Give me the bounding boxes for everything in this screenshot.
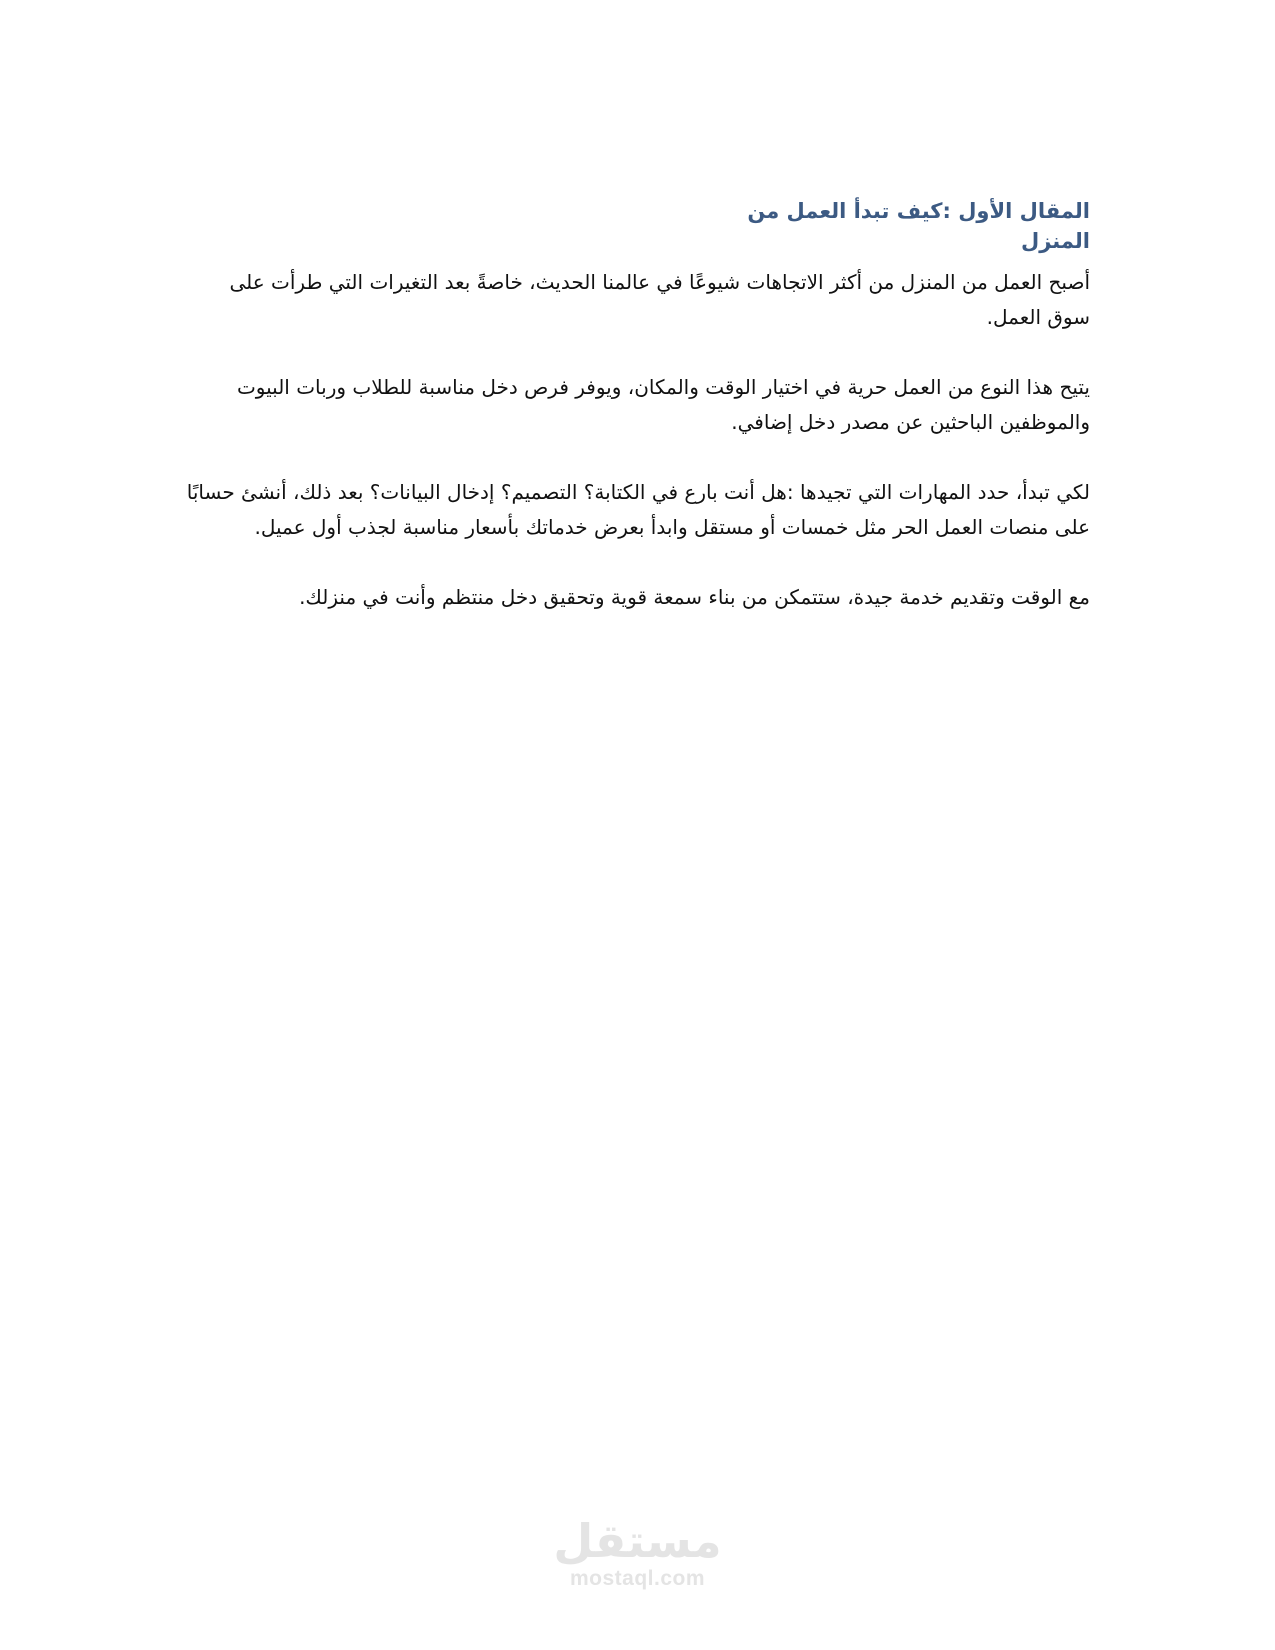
article: [170, 196, 1090, 650]
mostaql-watermark: [0, 1515, 1275, 1591]
article-title: المقال الأول :كيف تبدأ العمل من المنزل: [747, 199, 1090, 253]
article-paragraph-4: مع الوقت وتقديم خدمة جيدة، ستتمكن من بناء سمعة قوية وتحقيق دخل منتظم وأنت في منزلك.: [299, 585, 1090, 609]
mostaql-logo-icon: مستقل: [553, 1514, 722, 1568]
article-paragraph-3: لكي تبدأ، حدد المهارات التي تجيدها :هل أنت بارع في الكتابة؟ التصميم؟ إدخال البيانات؟ بعد ذلك، أنشئ حسابًا على منصات العمل الحر مثل خمسات أو مستقل وابدأ بعرض خدماتك بأسعار مناسبة لجذب أول عميل.: [186, 480, 1090, 539]
article-paragraph-1: أصبح العمل من المنزل من أكثر الاتجاهات شيوعًا في عالمنا الحديث، خاصةً بعد التغيرات التي طرأت على سوق العمل.: [229, 270, 1090, 329]
article-paragraph-2: يتيح هذا النوع من العمل حرية في اختيار الوقت والمكان، ويوفر فرص دخل مناسبة للطلاب وربات البيوت والموظفين الباحثين عن مصدر دخل إضافي.: [236, 375, 1090, 434]
watermark-url: mostaql.com: [569, 1567, 706, 1590]
